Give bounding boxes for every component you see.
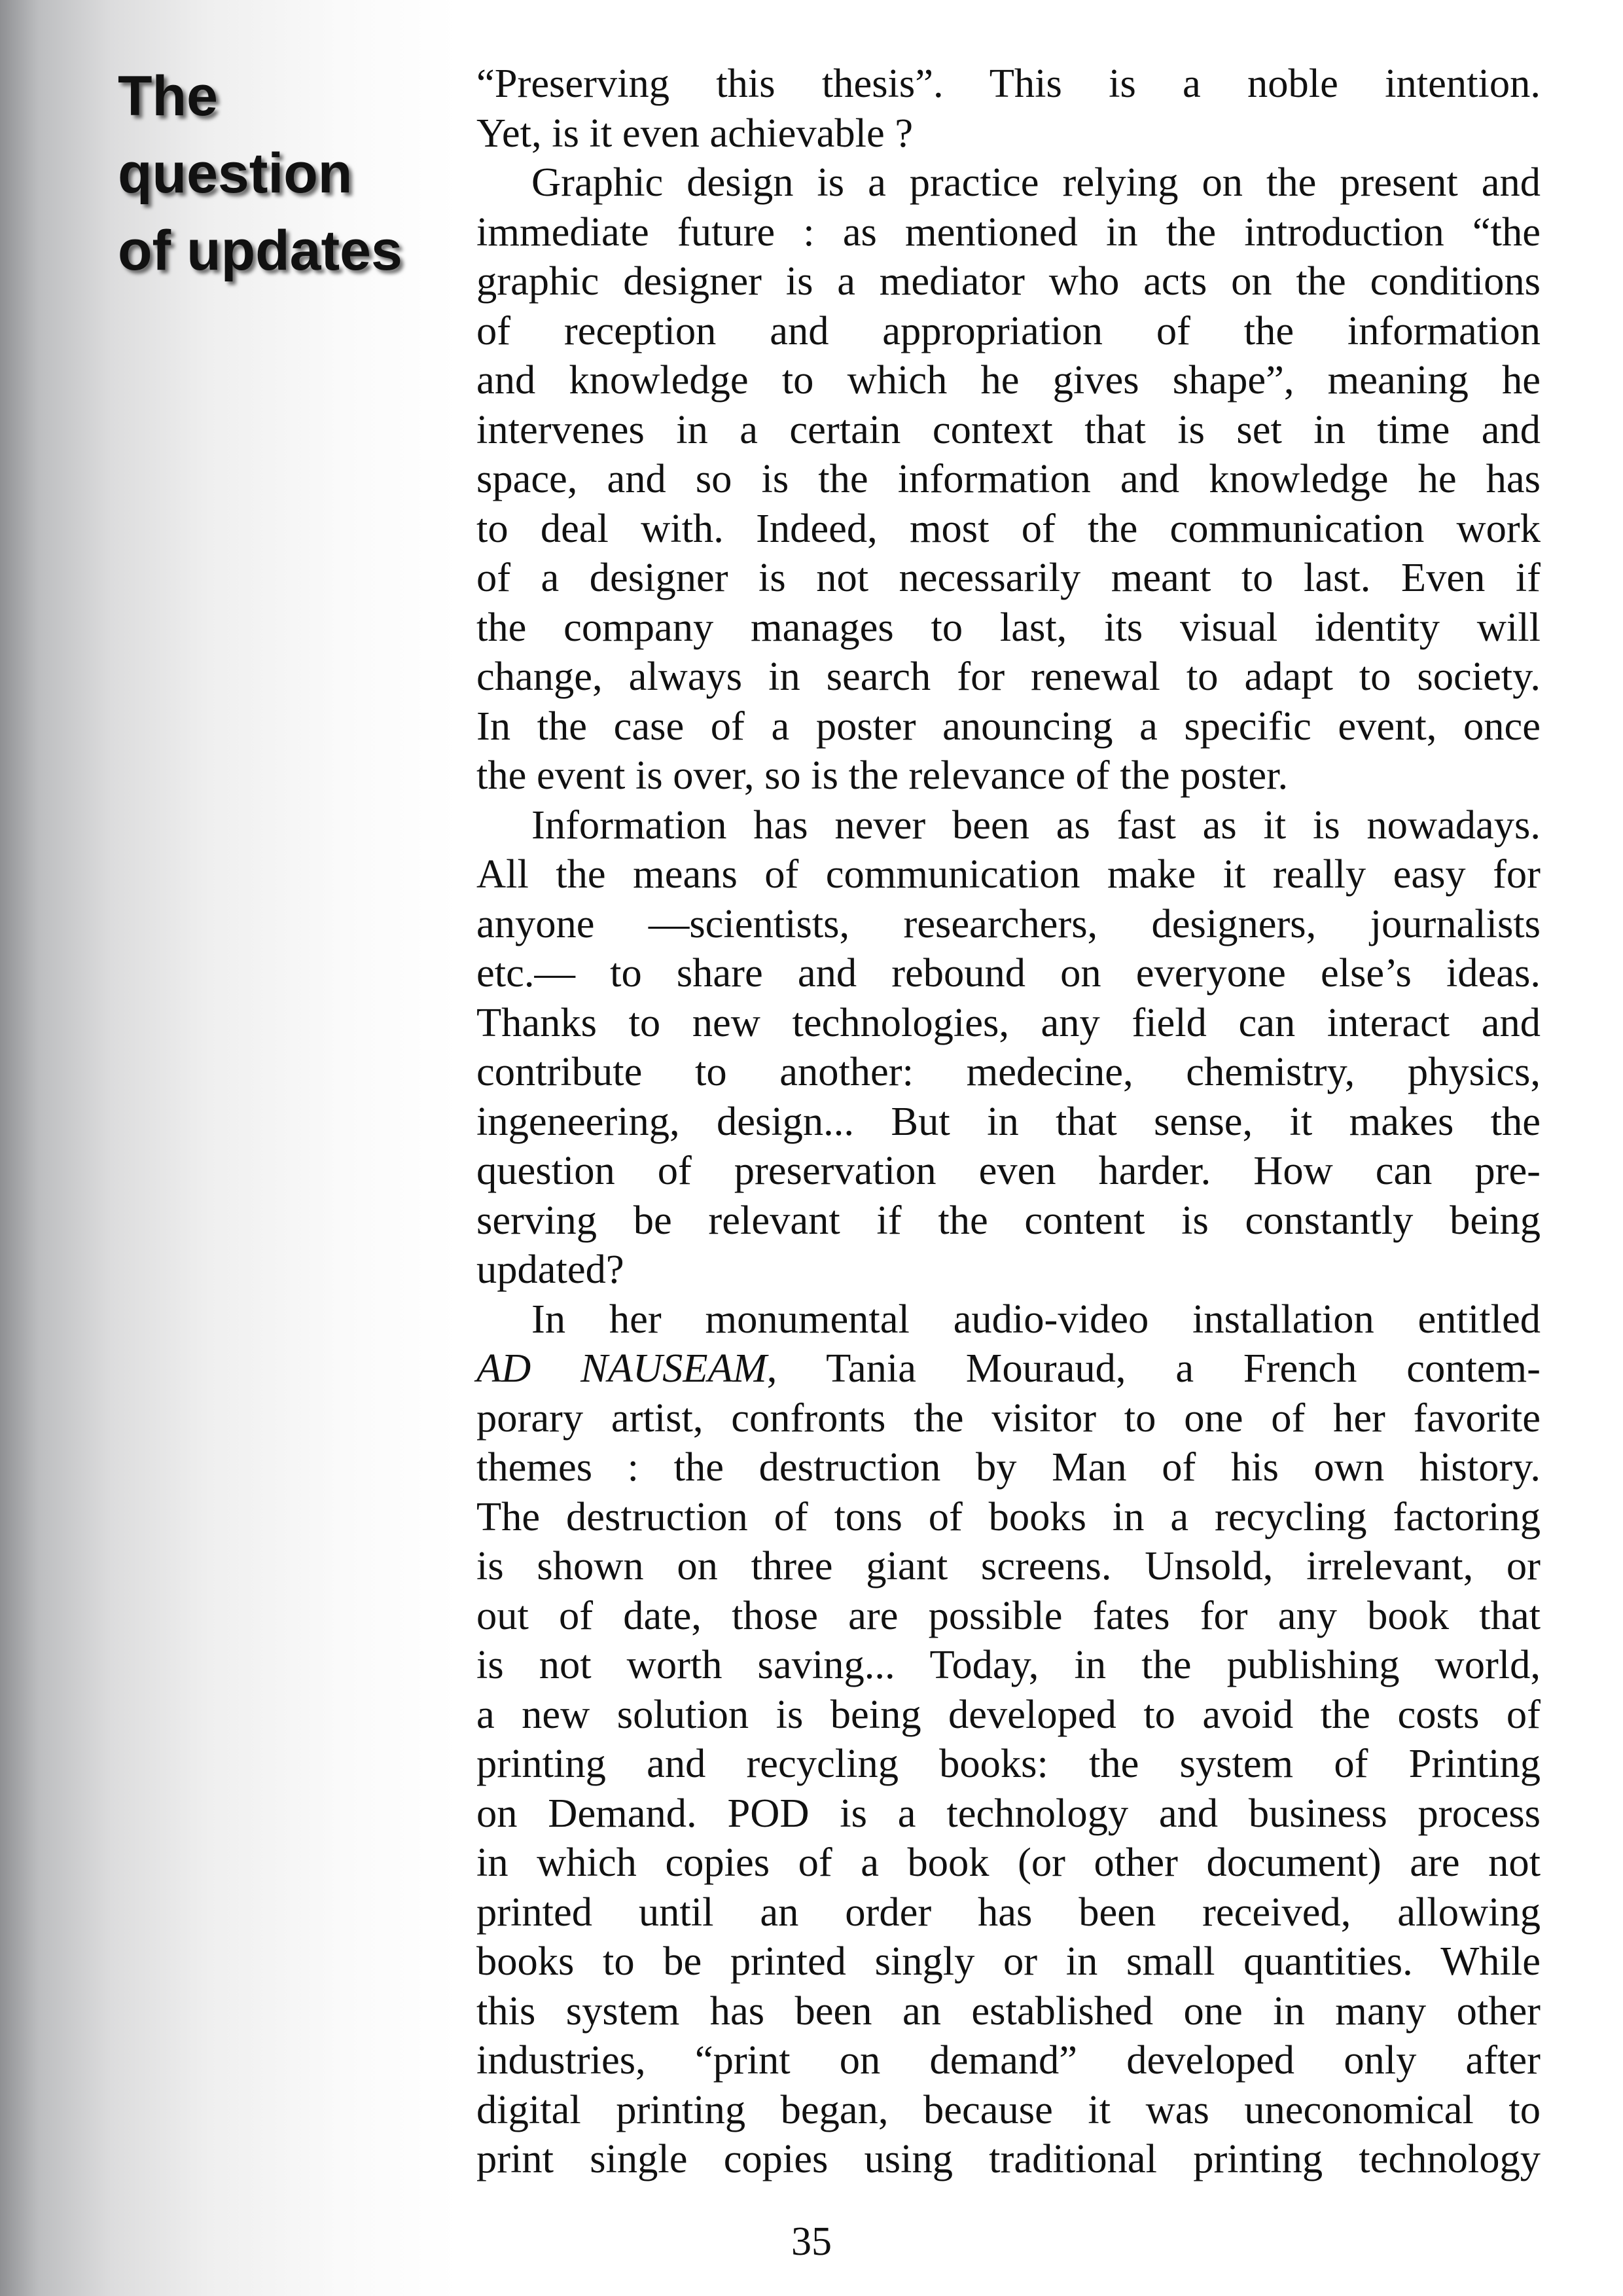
text-line: etc.— to share and rebound on everyone else’s ideas. <box>476 950 1541 996</box>
text-line <box>476 1344 1541 1393</box>
text-line-rest: , Tania Mouraud, a French contem- <box>766 1345 1541 1391</box>
artwork-title: AD NAUSEAM <box>476 1345 767 1391</box>
text-line: Thanks to new technologies, any field can interact and <box>476 999 1541 1045</box>
section-title-line: question <box>118 142 353 205</box>
text-line: porary artist, confronts the visitor to one of her favorite <box>476 1394 1541 1441</box>
text-line: immediate future : as mentioned in the introduction “the <box>476 208 1541 255</box>
text-line: question of preservation even harder. How can pre- <box>476 1147 1541 1193</box>
text-line: printed until an order has been received, allowing <box>476 1888 1541 1935</box>
text-line: print single copies using traditional printing technology <box>476 2136 1541 2181</box>
text-line: to deal with. Indeed, most of the communication work <box>476 505 1541 551</box>
text-line: on Demand. POD is a technology and business process <box>476 1789 1541 1836</box>
text-line: graphic designer is a mediator who acts on the conditions <box>476 258 1541 304</box>
page-number: 35 <box>791 2219 832 2264</box>
text-line: the company manages to last, its visual identity will <box>476 603 1541 650</box>
text-line: change, always in search for renewal to adapt to society. <box>476 653 1541 699</box>
text-line: “Preserving this thesis”. This is a noble intention. <box>476 60 1541 106</box>
text-line: and knowledge to which he gives shape”, meaning he <box>476 357 1541 403</box>
text-line: Graphic design is a practice relying on the present and <box>531 159 1541 205</box>
text-line: serving be relevant if the content is constantly being <box>476 1196 1541 1243</box>
text-line: contribute to another: medecine, chemistry, physics, <box>476 1049 1541 1094</box>
text-line: space, and so is the information and knowledge he has <box>476 456 1541 501</box>
text-line: themes : the destruction by Man of his own history. <box>476 1444 1541 1490</box>
text-line: Yet, is it even achievable ? <box>476 109 914 156</box>
text-line: intervenes in a certain context that is set in time and <box>476 406 1541 452</box>
text-line: in which copies of a book (or other document) are not <box>476 1839 1541 1885</box>
text-line: Information has never been as fast as it is nowadays. <box>531 801 1541 848</box>
text-line: The destruction of tons of books in a recycling factoring <box>476 1493 1541 1539</box>
text-line: of a designer is not necessarily meant to last. Even if <box>476 554 1541 600</box>
text-line: is shown on three giant screens. Unsold, irrelevant, or <box>476 1543 1541 1588</box>
text-line: printing and recycling books: the system of Printing <box>476 1740 1541 1786</box>
text-line: All the means of communication make it really easy for <box>476 851 1541 897</box>
text-line: industries, “print on demand” developed only after <box>476 2037 1541 2083</box>
section-title <box>118 58 445 289</box>
section-title-line: of updates <box>118 219 402 282</box>
text-line: In her monumental audio-video installation entitled <box>531 1295 1541 1342</box>
text-line: digital printing began, because it was uneconomical to <box>476 2086 1541 2132</box>
text-line: a new solution is being developed to avoid the costs of <box>476 1691 1541 1737</box>
page-edge-shadow <box>0 0 458 2296</box>
text-line: is not worth saving... Today, in the publishing world, <box>476 1641 1541 1687</box>
text-line: of reception and appropriation of the information <box>476 307 1541 353</box>
text-line: ingeneering, design... But in that sense, it makes the <box>476 1098 1541 1144</box>
text-line: updated? <box>476 1246 624 1292</box>
text-line: the event is over, so is the relevance of the poster. <box>476 752 1289 798</box>
text-line: out of date, those are possible fates for any book that <box>476 1592 1541 1638</box>
body-text <box>476 59 1541 2184</box>
text-line: anyone —scientists, researchers, designers, journalists <box>476 900 1541 946</box>
text-line: In the case of a poster anouncing a specific event, once <box>476 702 1541 749</box>
text-line: books to be printed singly or in small quantities. While <box>476 1938 1541 1984</box>
section-title-line: The <box>118 65 218 128</box>
text-line: this system has been an established one in many other <box>476 1987 1541 2034</box>
